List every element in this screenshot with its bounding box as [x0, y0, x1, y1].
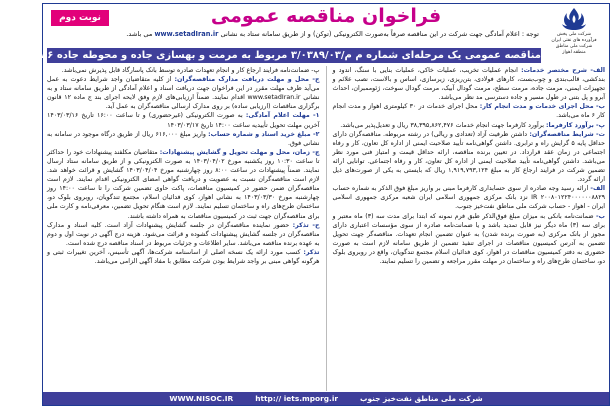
online-notice	[49, 30, 539, 38]
section-heading: ۱- مهلت اعلام آمادگی:	[245, 112, 320, 120]
section-heading: ج- محل و مهلت دریافت مدارک مناقصه‌گران:	[174, 76, 320, 84]
notice-header	[43, 4, 609, 55]
section-heading: ۲- مبلغ خرید اسناد و شماره حساب:	[208, 130, 320, 138]
notice-url-link[interactable]: www.setadIran.ir	[154, 30, 219, 38]
section-heading: ب-	[596, 212, 605, 220]
section-text: انجام عملیات تخریب، عملیات خاکی، عملیات بنایی با سنگ، اندود و بندکشی، قالب‌بندی و چوب‌بست، کارهای فولادی، بتن‌ریزی، زیرسازی، اساس و بالاست، نصب علائم و تجهیزات ایمنی، مرمت جاده، مرمت سطح، مرمت گودال آبیک، مرمت گودال سوخت، ژئوممبران، احداث آبرو و پل بتنی در طول مسیر و جاده دسترسی مد نظر می‌باشد.	[332, 67, 605, 102]
notice-prefix: توجه : اعلام آمادگی جهت شرکت در این مناقصه صرفاً به‌صورت الکترونیکی (توکن) و از طریق سامانه ستاد به نشانی	[220, 30, 539, 38]
section-text: داشتن ظرفیت آزاد (تعدادی و ریالی) در رشته مربوطه. مناقصه‌گران دارای حداقل پایه ۵ گرایش راه و ترابری. داشتن گواهی‌نامه تأیید صلاحیت ایمنی از اداره کل تعاون، کار و رفاه اجتماعی در زمان عقد قرارداد. در تعیین برنده مناقصه، ارائه حداقل قیمت و امتیاز فنی مورد نظر می‌باشد. داشتن گواهی‌نامه تأیید صلاحیت ایمنی از اداره کل تعاون، کار و رفاه اجتماعی. توانایی ارائه تضمین شرکت در فرایند ارجاع کار به مبلغ ۱,۹۱۹,۷۹۳,۱۲۴ ریال که بایستی به یکی از صورت‌های ذیل ارائه گردد.	[332, 130, 605, 184]
section-text: از کلیه متقاضیان واجد شرایط دعوت به عمل می‌آید ظرف مهلت مقرر در این فراخوان جهت دریافت اسناد و اعلام آمادگی از طریق سامانه ستاد و به نشانی www.setadIran.ir اقدام نمایند. ضمناً ارزیابی‌های لازم وفق لایحه اجرای بند ج ماده ۱۲ قانون برگزاری مناقصات (ارزیابی ساده) بر روی مدارک ارسالی مناقصه‌گران به عمل آید.	[47, 76, 320, 111]
section-text: حضور نماینده مناقصه‌گران در جلسه گشایش پیشنهادات آزاد است. کلیه اسناد و مدارک مناقصه‌گران در جلسه گشایش پیشنهادات گشوده و قرائت می‌شود. هزینه درج آگهی در نوبت اول و دوم به عهده برنده مناقصه می‌باشد. سایر اطلاعات و جزئیات مربوط در اسناد مناقصه درج شده است.	[47, 221, 320, 247]
section-services	[333, 66, 606, 102]
turn-badge: نوبت دوم	[51, 10, 109, 26]
logo-caption-2: فرآورده های نفتی ایران	[551, 38, 597, 43]
section-documents	[47, 75, 320, 111]
section-heading: ح- تذکر:	[292, 221, 320, 229]
page-title: فراخوان مناقصه عمومی	[210, 5, 442, 27]
section-remark	[47, 221, 320, 248]
section-heading: تذکر:	[303, 248, 320, 256]
section-fee	[47, 130, 320, 148]
section-heading: پ- برآورد کارفرما:	[545, 121, 605, 129]
column-divider	[326, 66, 327, 391]
notice-body	[47, 66, 605, 391]
section-submission	[47, 148, 320, 221]
logo-caption-4: منطقه اهواز	[562, 50, 586, 55]
section-text: متقاضیان مکلفند پیشنهادات خود را حداکثر تا ساعت ۱۰:۳۰ روز یکشنبه مورخ ۱۴۰۳/۰۴/۰۲ به صورت الکترونیکی و از طریق سامانه ستاد ارسال نمایند. ضمناً پیشنهادات در ساعت ۸:۰۰ روز چهارشنبه مورخ ۱۴۰۳/۰۴/۰۴ گشایش و قرائت خواهد شد. لازم است مناقصه‌گران نسبت به عضویت و دریافت گواهی امضای الکترونیکی اقدام نمایند. لازم است مناقصه‌گران ضمن حضور در کمیسیون مناقصات، پاکت حاوی تضمین شرکت را تا ساعت ۱۴:۰۰ روز چهارشنبه مورخ ۱۴۰۳/۰۳/۳۰ به نشانی اهواز، کوی فدائیان اسلام، مجتمع تندگویان، روبروی بلوک دو، ساختمان طرح‌های راه و ساختمان تسلیم نمایند. لازم است هنگام تحویل تضمین، معرفی‌نامه و کارت ملی برای مناقصه‌گران جهت ثبت در کمیسیون مناقصات به همراه داشته باشند.	[47, 148, 320, 220]
section-text: واریز مبلغ ۶۱۶,۰۰۰ ریال از طریق درگاه موجود در سامانه به نشانی فوق.	[47, 130, 320, 147]
notice-suffix: می باشد.	[126, 30, 153, 38]
section-location	[333, 102, 606, 120]
footer-company-name: شرکت ملی مناطق نفت‌خیز جنوب	[360, 394, 483, 403]
tender-notice	[0, 3, 610, 406]
section-text: به صورت الکترونیکی (غیرحضوری) و تا ساعت ۱۶:۰۰ تاریخ ۱۴۰۳/۰۳/۱۶ آخرین مهلت تحویل تأییدیه ساعت ۱۴:۰۰ تاریخ ۱۴۰۳/۰۳/۱۷	[47, 112, 320, 129]
section-text: ضمانت‌نامه بانکی به میزان مبلغ فوق‌الذکر طبق فرم نمونه که ابتدا برای مدت سه (۳) ماه معتبر و برای سه (۳) ماه دیگر نیز قابل تمدید باشد و یا ضمانت‌نامه صادره از سوی مؤسسات اعتباری دارای مجوز از بانک مرکزی (به صورت برنده شدن) به عنوان تضمین انجام تعهدات. مناقصه‌گر جهت تحویل تضمین به آدرس کمیسیون مناقصات در اجرای تنفیذ تضمین از طریق سامانه لازم است به صورت حضوری به دفتر کمیسیون مناقصات در اهواز، کوی فدائیان اسلام مجتمع تندگویان، واقع در روبروی بلوک دو، ساختمان طرح‌های راه و ساختمان در مهلت مقرر مراجعه و تضمین را تسلیم نمایند.	[332, 212, 605, 265]
section-conditions	[333, 130, 606, 185]
left-column	[47, 66, 320, 391]
section-heading: ب- محل اجرای خدمات و مدت انجام کار:	[479, 103, 605, 111]
section-text: پ- ضمانت‌نامه فرایند ارجاع کار و انجام تعهدات صادره توسط بانک پاسارگاد قابل پذیرش نمی‌باشد.	[61, 67, 320, 74]
footer-site-iets-link[interactable]: http:// iets.mporg.ir	[255, 394, 339, 403]
section-text: کسب مورد ارائه یک نسخه اصلی از اساسنامه شرکت‌ها، آگهی تأسیس، آخرین تغییرات ثبتی و هرگونه گواهی مبنی بر واجد شرایط بودن شرکت مطابق با مفاد آگهی الزامی می‌باشد.	[47, 248, 320, 265]
nioc-flame-logo-icon	[559, 7, 589, 31]
section-heading: ت- شرایط مناقصه‌گران:	[529, 130, 606, 138]
logo-caption-3: شرکت ملی مناطق	[555, 44, 593, 49]
section-heading: الف- شرح مختصر خدمات:	[521, 67, 605, 74]
footer-site-nisoc-link[interactable]: WWW.NISOC.IR	[169, 394, 234, 403]
section-deadline	[47, 111, 320, 129]
section-guarantee	[333, 212, 606, 267]
section-heading: چ- زمان، محل و مهلت تحویل و گشایش پیشنهادات:	[159, 148, 320, 156]
section-text: برآورد کارفرما جهت انجام خدمات ۳۸,۳۹۵,۸۶۲,۴۷۶ ریال و تعدیل‌پذیر می‌باشد.	[340, 121, 544, 129]
section-heading: الف-	[590, 185, 605, 193]
tender-title-band: مناقصه عمومی یک مرحله‌ای شماره م م/۳/۰۳۸۹/۰۳ مربوط به مرمت و بهسازی جاده و محوطه جاده ۱۴۸۶ اهواز	[0, 50, 541, 61]
logo-caption-1: شرکت ملی پخش	[557, 32, 591, 37]
section-note	[47, 248, 320, 266]
company-logo	[543, 7, 605, 55]
section-text: ارائه رسید وجه صادره از سوی حسابداری کارفرما مبنی بر واریز مبلغ فوق الذکر به شماره حساب ۲۰۰۸۰۱۲۲۴۰۰۰۰۰۰۸۸۲۹ IR نزد بانک مرکزی جمهوری اسلامی ایران شعبه مرکزی جمهوری اسلامی ایران - اهواز - حساب شرکت ملی مناطق نفت‌خیز جنوب.	[332, 185, 605, 211]
right-column	[333, 66, 606, 391]
section-text: محل اجرای خدمات در ۳۰ کیلومتری اهواز و مدت انجام کار ۶ ماه می‌باشد.	[332, 103, 605, 120]
footer-bar	[43, 392, 609, 405]
section-deposit	[333, 184, 606, 211]
section-estimate	[333, 121, 606, 130]
section-bank-note	[47, 66, 320, 75]
